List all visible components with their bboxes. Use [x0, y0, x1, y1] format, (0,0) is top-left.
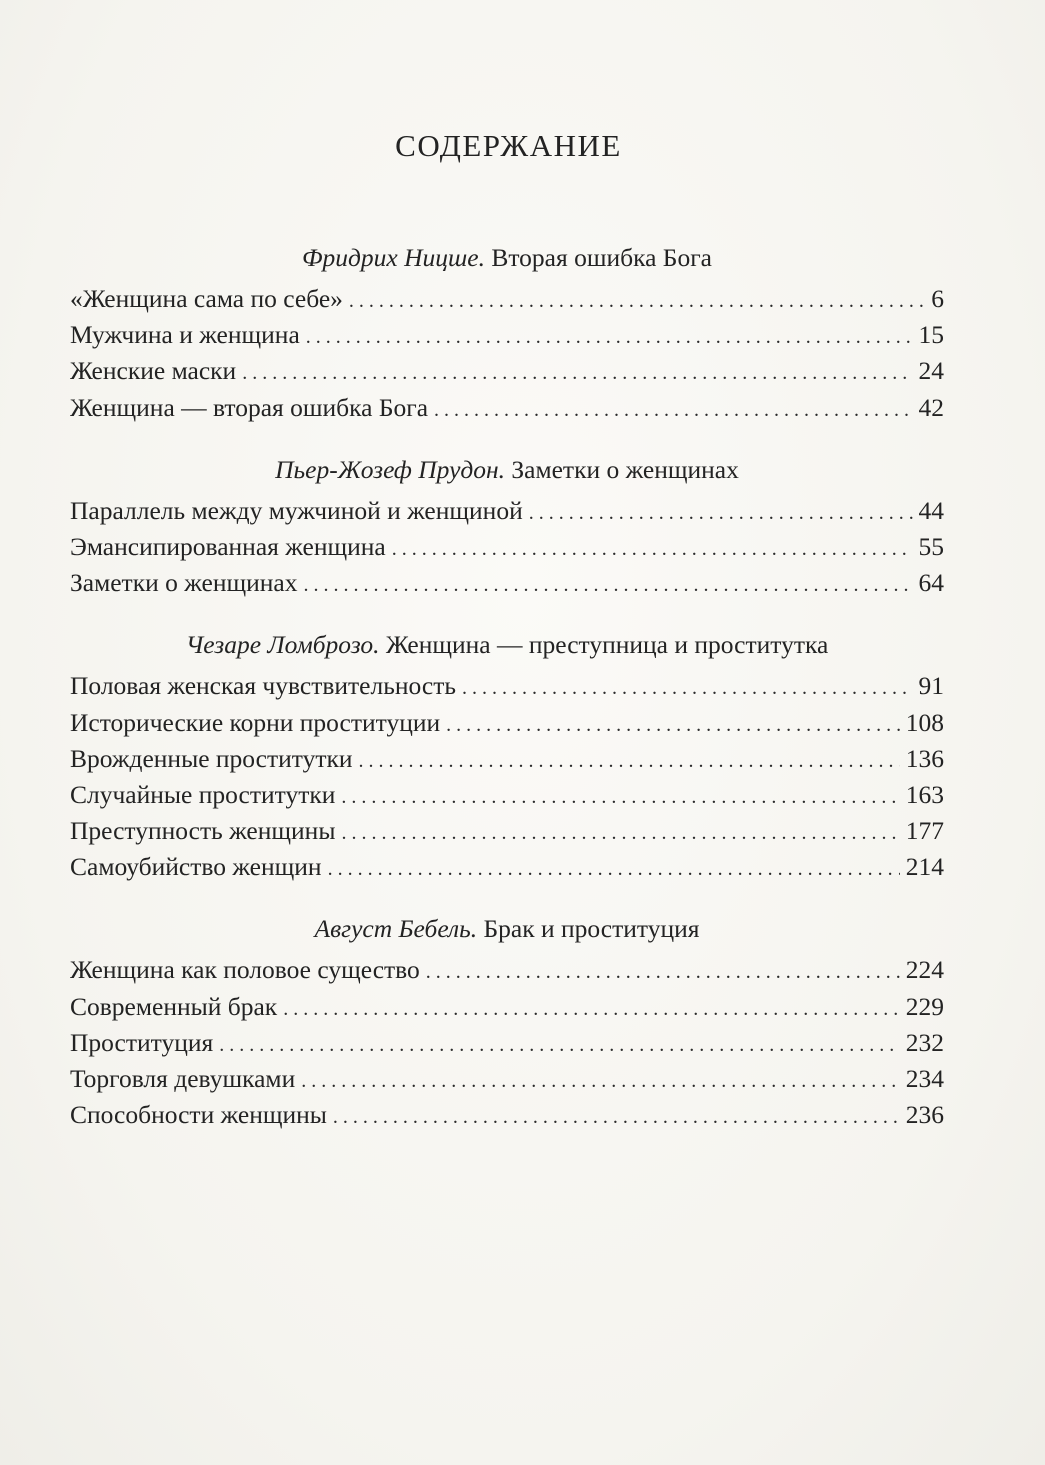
toc-entry-page: 55	[918, 531, 944, 561]
toc-entry-page: 91	[918, 671, 944, 701]
toc-entry-label: Проституция	[70, 1027, 214, 1057]
dot-leader	[341, 815, 899, 851]
toc-entry-page: 236	[905, 1100, 944, 1130]
toc-entry-page: 64	[918, 568, 944, 598]
toc-entry-label: Современный брак	[70, 991, 278, 1021]
toc-entry[interactable]	[70, 317, 944, 353]
toc-entry-label: Половая женская чувствительность	[70, 671, 456, 701]
section-work-title: Вторая ошибка Бога	[491, 243, 712, 272]
section-author: Чезаре Ломброзо.	[185, 630, 380, 660]
dot-leader	[359, 743, 900, 779]
toc-entry[interactable]	[70, 668, 944, 704]
section-heading	[70, 625, 944, 665]
toc-entry[interactable]	[70, 565, 944, 601]
toc-entry-page: 163	[905, 779, 944, 809]
toc-entry-label: Параллель между мужчиной и женщиной	[70, 495, 523, 525]
toc-entry-label: Заметки о женщинах	[70, 568, 298, 598]
section-heading	[70, 909, 944, 949]
toc-entry-label: Случайные проститутки	[70, 779, 336, 809]
toc-entry-page: 136	[905, 743, 944, 773]
dot-leader	[303, 567, 912, 603]
toc-section	[70, 625, 944, 885]
toc-entry-label: Преступность женщины	[70, 816, 336, 846]
dot-leader	[446, 707, 900, 743]
toc-entry-page: 42	[918, 392, 944, 422]
toc-entry-label: Исторические корни проституции	[70, 707, 441, 737]
dot-leader	[301, 1063, 900, 1099]
toc-section	[70, 450, 944, 602]
toc-entry[interactable]	[70, 493, 944, 529]
toc-entry-page: 15	[918, 320, 944, 350]
dot-leader	[219, 1027, 900, 1063]
dot-leader	[426, 954, 900, 990]
toc-section	[70, 909, 944, 1133]
toc-entry-label: Способности женщины	[70, 1100, 327, 1130]
toc-entry-label: Женские маски	[70, 356, 237, 386]
section-heading	[70, 238, 944, 278]
toc-entry[interactable]	[70, 281, 944, 317]
toc-entry[interactable]	[70, 813, 944, 849]
toc-entry[interactable]	[70, 529, 944, 565]
toc-entry[interactable]	[70, 390, 944, 426]
toc-entry-label: «Женщина сама по себе»	[70, 284, 343, 313]
toc-entry-page: 24	[918, 356, 944, 386]
section-work-title: Женщина — преступница и проститутка	[385, 630, 829, 660]
toc-entry-page: 234	[905, 1064, 944, 1093]
toc-entry[interactable]	[70, 353, 944, 389]
toc-entry-label: Женщина — вторая ошибка Бога	[70, 392, 429, 422]
toc-entry[interactable]	[70, 849, 944, 885]
section-author: Август Бебель.	[314, 914, 478, 944]
toc-entry-page: 224	[905, 955, 944, 985]
toc-entry-page: 229	[905, 991, 944, 1021]
dot-leader	[392, 531, 913, 567]
toc-entry-label: Эмансипированная женщина	[70, 531, 386, 561]
dot-leader	[341, 779, 899, 815]
dot-leader	[242, 355, 912, 391]
dot-leader	[283, 991, 900, 1027]
toc-entry-label: Врожденные проститутки	[70, 743, 353, 773]
toc-entry[interactable]	[70, 777, 944, 813]
toc-entry-page: 177	[905, 816, 944, 846]
table-of-contents	[70, 238, 944, 1133]
toc-entry-page: 6	[931, 284, 944, 313]
dot-leader	[306, 319, 913, 355]
section-heading	[70, 450, 944, 490]
page-title: СОДЕРЖАНИЕ	[395, 128, 622, 163]
dot-leader	[529, 495, 913, 531]
dot-leader	[349, 283, 925, 319]
toc-entry[interactable]	[70, 1061, 944, 1097]
toc-entry-page: 214	[905, 852, 944, 882]
toc-entry-label: Женщина как половое существо	[70, 955, 420, 985]
toc-entry[interactable]	[70, 1097, 944, 1133]
dot-leader	[328, 851, 900, 887]
toc-section	[70, 238, 944, 426]
section-author: Пьер-Жозеф Прудон.	[275, 454, 505, 484]
toc-entry-page: 108	[905, 707, 944, 737]
toc-entry-page: 232	[905, 1027, 944, 1057]
dot-leader	[333, 1099, 900, 1135]
toc-entry[interactable]	[70, 952, 944, 988]
toc-entry-label: Мужчина и женщина	[70, 320, 300, 350]
toc-entry[interactable]	[70, 705, 944, 741]
toc-entry[interactable]	[70, 989, 944, 1025]
section-work-title: Брак и проституция	[483, 914, 700, 944]
dot-leader	[434, 392, 912, 428]
toc-entry-label: Самоубийство женщин	[70, 852, 322, 882]
section-work-title: Заметки о женщинах	[511, 454, 739, 484]
toc-entry[interactable]	[70, 1025, 944, 1061]
section-author: Фридрих Ницше.	[302, 243, 485, 272]
toc-entry[interactable]	[70, 741, 944, 777]
toc-entry-page: 44	[918, 495, 944, 525]
dot-leader	[462, 670, 913, 706]
toc-entry-label: Торговля девушками	[70, 1064, 296, 1093]
